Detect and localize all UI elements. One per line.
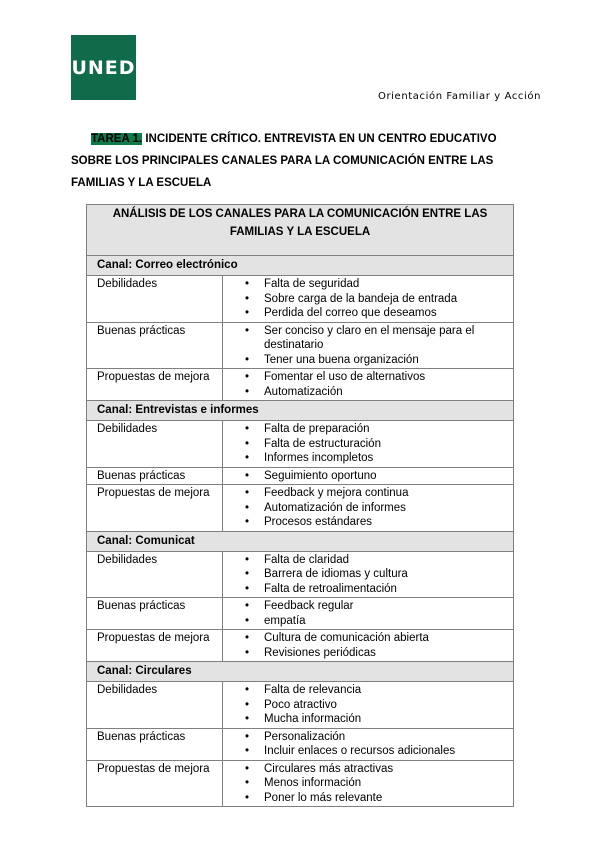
row-label: Buenas prácticas	[87, 598, 223, 630]
bullet-list	[223, 421, 513, 467]
canal-row	[87, 662, 514, 682]
list-item	[223, 614, 513, 629]
bullet-list	[223, 323, 513, 369]
list-item	[223, 501, 513, 516]
bullet-icon: •	[245, 730, 250, 743]
list-item-text: Menos información	[264, 777, 362, 789]
table-row	[87, 369, 514, 401]
table-row	[87, 598, 514, 630]
row-items	[223, 369, 514, 401]
list-item	[223, 599, 513, 614]
row-items	[223, 760, 514, 807]
bullet-icon: •	[245, 423, 250, 435]
bullet-icon: •	[245, 791, 250, 804]
logo-text: UNED	[71, 57, 136, 79]
bullet-icon: •	[245, 437, 250, 450]
table-row	[87, 276, 514, 323]
row-items	[223, 421, 514, 468]
task-title: INCIDENTE CRÍTICO. ENTREVISTA EN UN CENTRO EDUCATIVO SOBRE LOS PRINCIPALES CANALES PARA LA COMUNICACIÓN ENTRE LAS FAMILIAS Y LA ESCUELA	[71, 133, 497, 189]
bullet-list	[223, 729, 513, 760]
list-item-text: Falta de seguridad	[264, 278, 360, 290]
list-item	[223, 776, 513, 791]
list-item-text: Sobre carga de la bandeja de entrada	[264, 292, 458, 305]
bullet-list	[223, 468, 513, 485]
bullet-icon: •	[245, 646, 250, 659]
list-item	[223, 370, 513, 385]
table-header-line2: FAMILIAS Y LA ESCUELA	[229, 226, 371, 238]
table-row	[87, 682, 514, 729]
table-row	[87, 728, 514, 760]
row-label: Propuestas de mejora	[87, 369, 223, 401]
list-item-text: Ser conciso y claro en el mensaje para el destinatario	[264, 324, 475, 351]
bullet-list	[223, 630, 513, 661]
list-item	[223, 698, 513, 713]
bullet-icon: •	[245, 385, 250, 398]
table-row	[87, 760, 514, 807]
list-item-text: Seguimiento oportuno	[264, 469, 377, 482]
canal-row	[87, 531, 514, 551]
list-item-text: Falta de preparación	[264, 423, 370, 435]
row-label: Buenas prácticas	[87, 322, 223, 369]
list-item	[223, 451, 513, 466]
table-row	[87, 630, 514, 662]
canal-title: Canal: Circulares	[87, 662, 514, 682]
canal-title: Canal: Correo electrónico	[87, 256, 514, 276]
row-items	[223, 485, 514, 532]
channels-analysis-table	[86, 204, 514, 807]
row-items	[223, 467, 514, 485]
canal-title: Canal: Comunicat	[87, 531, 514, 551]
row-items	[223, 728, 514, 760]
row-label: Debilidades	[87, 421, 223, 468]
table-header-row	[87, 205, 514, 256]
bullet-icon: •	[245, 292, 250, 305]
list-item	[223, 567, 513, 582]
list-item-text: Falta de claridad	[264, 553, 350, 566]
bullet-icon: •	[245, 777, 250, 789]
row-items	[223, 276, 514, 323]
bullet-icon: •	[245, 614, 250, 627]
list-item	[223, 486, 513, 501]
row-items	[223, 630, 514, 662]
bullet-list	[223, 682, 513, 728]
bullet-icon: •	[245, 516, 250, 528]
bullet-icon: •	[245, 684, 250, 696]
list-item	[223, 646, 513, 661]
list-item	[223, 385, 513, 400]
row-label: Propuestas de mejora	[87, 485, 223, 532]
list-item-text: Fomentar el uso de alternativos	[264, 371, 426, 383]
list-item-text: Incluir enlaces o recursos adicionales	[264, 745, 456, 757]
bullet-icon: •	[245, 762, 250, 775]
list-item	[223, 324, 513, 353]
bullet-icon: •	[245, 568, 250, 580]
list-item-text: Poner lo más relevante	[264, 791, 383, 804]
row-label: Propuestas de mejora	[87, 630, 223, 662]
list-item	[223, 683, 513, 698]
list-item	[223, 712, 513, 727]
bullet-icon: •	[245, 745, 250, 757]
list-item-text: Feedback regular	[264, 600, 354, 612]
bullet-icon: •	[245, 698, 250, 711]
canal-row	[87, 401, 514, 421]
list-item-text: Cultura de comunicación abierta	[264, 632, 429, 644]
table-row	[87, 551, 514, 598]
list-item-text: Circulares más atractivas	[264, 762, 394, 775]
bullet-list	[223, 598, 513, 629]
list-item-text: Falta de estructuración	[264, 437, 381, 450]
bullet-icon: •	[245, 307, 250, 319]
list-item-text: empatía	[264, 614, 306, 627]
table-header-cell	[87, 205, 514, 256]
canal-row	[87, 256, 514, 276]
list-item-text: Procesos estándares	[264, 516, 373, 528]
row-items	[223, 322, 514, 369]
table-header-line1: ANÁLISIS DE LOS CANALES PARA LA COMUNICACIÓN ENTRE LAS	[112, 208, 488, 220]
list-item	[223, 791, 513, 806]
list-item-text: Falta de retroalimentación	[264, 582, 397, 595]
list-item-text: Revisiones periódicas	[264, 646, 376, 659]
table-row	[87, 467, 514, 485]
list-item	[223, 292, 513, 307]
bullet-icon: •	[245, 582, 250, 595]
bullet-icon: •	[245, 487, 250, 499]
bullet-icon: •	[245, 469, 250, 482]
bullet-icon: •	[245, 278, 250, 290]
canal-title: Canal: Entrevistas e informes	[87, 401, 514, 421]
row-label: Debilidades	[87, 682, 223, 729]
list-item-text: Automatización	[264, 385, 343, 398]
document-subtitle: Orientación Familiar y Acción	[378, 91, 542, 102]
bullet-icon: •	[245, 501, 250, 514]
row-label: Buenas prácticas	[87, 728, 223, 760]
task-heading	[71, 128, 531, 194]
list-item-text: Poco atractivo	[264, 698, 337, 711]
task-tag: TAREA 1.	[91, 133, 143, 145]
bullet-icon: •	[245, 553, 250, 566]
row-label: Debilidades	[87, 551, 223, 598]
list-item	[223, 553, 513, 568]
list-item-text: Feedback y mejora continua	[264, 487, 409, 499]
bullet-icon: •	[245, 713, 250, 725]
list-item	[223, 306, 513, 321]
bullet-icon: •	[245, 324, 250, 337]
list-item-text: Perdida del correo que deseamos	[264, 307, 437, 319]
bullet-icon: •	[245, 371, 250, 383]
row-label: Buenas prácticas	[87, 467, 223, 485]
list-item	[223, 277, 513, 292]
row-items	[223, 551, 514, 598]
bullet-list	[223, 485, 513, 531]
list-item	[223, 582, 513, 597]
list-item	[223, 437, 513, 452]
bullet-list	[223, 761, 513, 807]
list-item	[223, 730, 513, 745]
uned-logo	[71, 35, 136, 100]
table-row	[87, 485, 514, 532]
table-row	[87, 322, 514, 369]
list-item-text: Automatización de informes	[264, 501, 406, 514]
bullet-list	[223, 276, 513, 322]
list-item	[223, 422, 513, 437]
list-item-text: Mucha información	[264, 713, 362, 725]
row-label: Propuestas de mejora	[87, 760, 223, 807]
list-item-text: Personalización	[264, 730, 346, 743]
bullet-list	[223, 369, 513, 400]
bullet-icon: •	[245, 632, 250, 644]
list-item	[223, 469, 513, 484]
bullet-icon: •	[245, 353, 250, 366]
list-item	[223, 353, 513, 368]
bullet-list	[223, 552, 513, 598]
bullet-icon: •	[245, 600, 250, 612]
list-item-text: Falta de relevancia	[264, 684, 362, 696]
list-item-text: Tener una buena organización	[264, 353, 419, 366]
table-row	[87, 421, 514, 468]
row-items	[223, 682, 514, 729]
list-item-text: Informes incompletos	[264, 452, 374, 464]
list-item	[223, 631, 513, 646]
row-items	[223, 598, 514, 630]
list-item	[223, 515, 513, 530]
bullet-icon: •	[245, 452, 250, 464]
list-item	[223, 762, 513, 777]
row-label: Debilidades	[87, 276, 223, 323]
list-item-text: Barrera de idiomas y cultura	[264, 568, 408, 580]
list-item	[223, 744, 513, 759]
